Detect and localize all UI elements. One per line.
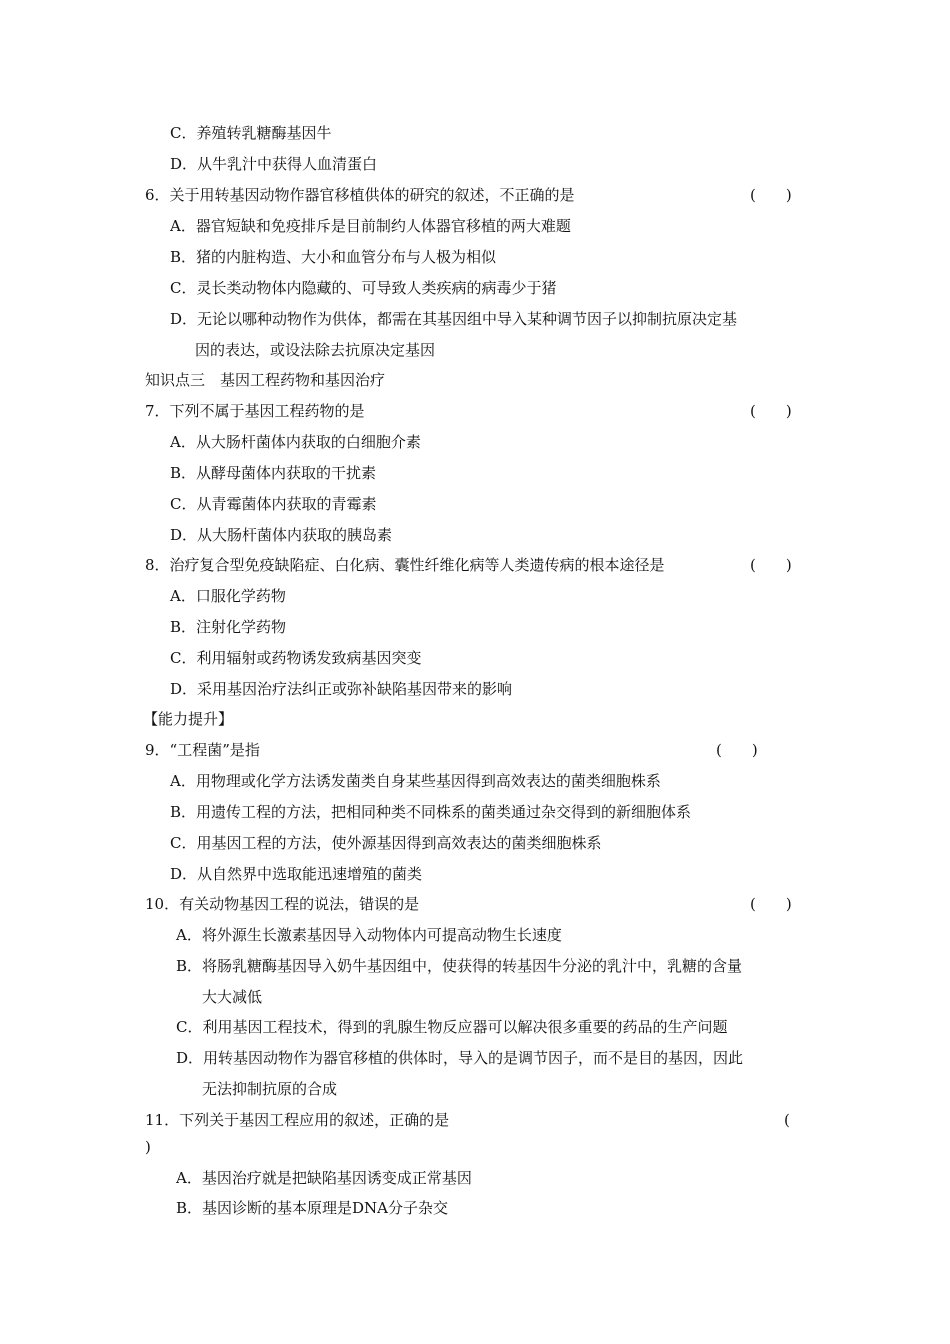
q8-option-a: A．口服化学药物 [170, 587, 286, 605]
q10-option-a: A．将外源生长激素基因导入动物体内可提高动物生长速度 [176, 926, 562, 944]
q11-option-a: A．基因治疗就是把缺陷基因诱变成正常基因 [176, 1169, 472, 1187]
question-10-answer-bracket: ( ) [750, 895, 792, 913]
question-7-answer-bracket: ( ) [750, 402, 792, 420]
q9-option-a: A．用物理或化学方法诱发菌类自身某些基因得到高效表达的菌类细胞株系 [170, 772, 661, 790]
q5-option-d: D．从牛乳汁中获得人血清蛋白 [170, 155, 378, 173]
q8-option-b: B．注射化学药物 [170, 618, 287, 636]
q6-option-d-continued: 因的表达，或设法除去抗原决定基因 [195, 341, 436, 359]
q6-option-c: C．灵长类动物体内隐藏的、可导致人类疾病的病毒少于猪 [170, 279, 557, 297]
q10-option-c: C．利用基因工程技术，得到的乳腺生物反应器可以解决很多重要的药品的生产问题 [176, 1018, 728, 1036]
q7-option-c: C．从青霉菌体内获取的青霉素 [170, 495, 377, 513]
section-heading-knowledge-3: 知识点三 基因工程药物和基因治疗 [145, 371, 386, 389]
q7-option-a: A．从大肠杆菌体内获取的白细胞介素 [170, 433, 421, 451]
q10-option-b-continued: 大大减低 [202, 988, 263, 1006]
q11-option-b: B．基因诊断的基本原理是DNA分子杂交 [176, 1199, 449, 1217]
question-6-answer-bracket: ( ) [750, 186, 792, 204]
q7-option-b: B．从酵母菌体内获取的干扰素 [170, 464, 377, 482]
question-10-stem: 10．有关动物基因工程的说法，错误的是 [145, 895, 420, 913]
section-heading-ability: 【能力提升】 [143, 710, 234, 728]
question-7-stem: 7．下列不属于基因工程药物的是 [145, 402, 365, 420]
q6-option-b: B．猪的内脏构造、大小和血管分布与人极为相似 [170, 248, 497, 266]
q6-option-a: A．器官短缺和免疫排斥是目前制约人体器官移植的两大难题 [170, 217, 571, 235]
question-9-stem: 9．“工程菌”是指 [145, 741, 260, 759]
q10-option-d-continued: 无法抑制抗原的合成 [202, 1080, 338, 1098]
q10-option-d: D．用转基因动物作为器官移植的供体时，导入的是调节因子，而不是目的基因，因此 [176, 1049, 744, 1067]
q7-option-d: D．从大肠杆菌体内获取的胰岛素 [170, 526, 393, 544]
q9-option-b: B．用遗传工程的方法，把相同种类不同株系的菌类通过杂交得到的新细胞体系 [170, 803, 692, 821]
question-6-stem: 6．关于用转基因动物作器官移植供体的研究的叙述，不正确的是 [145, 186, 575, 204]
q9-option-c: C．用基因工程的方法，使外源基因得到高效表达的菌类细胞株系 [170, 834, 602, 852]
q9-option-d: D．从自然界中选取能迅速增殖的菌类 [170, 865, 423, 883]
question-8-answer-bracket: ( ) [750, 556, 792, 574]
question-11-stem: 11．下列关于基因工程应用的叙述，正确的是 [145, 1111, 450, 1129]
q8-option-c: C．利用辐射或药物诱发致病基因突变 [170, 649, 422, 667]
q8-option-d: D．采用基因治疗法纠正或弥补缺陷基因带来的影响 [170, 680, 513, 698]
question-11-bracket-open: ( [784, 1111, 790, 1129]
question-11-bracket-close: ) [145, 1138, 151, 1156]
q6-option-d: D．无论以哪种动物作为供体，都需在其基因组中导入某种调节因子以抑制抗原决定基 [170, 310, 738, 328]
q10-option-b: B．将肠乳糖酶基因导入奶牛基因组中，使获得的转基因牛分泌的乳汁中，乳糖的含量 [176, 957, 743, 975]
question-8-stem: 8．治疗复合型免疫缺陷症、白化病、囊性纤维化病等人类遗传病的根本途径是 [145, 556, 665, 574]
question-9-answer-bracket: ( ) [716, 741, 758, 759]
q5-option-c: C．养殖转乳糖酶基因牛 [170, 124, 332, 142]
